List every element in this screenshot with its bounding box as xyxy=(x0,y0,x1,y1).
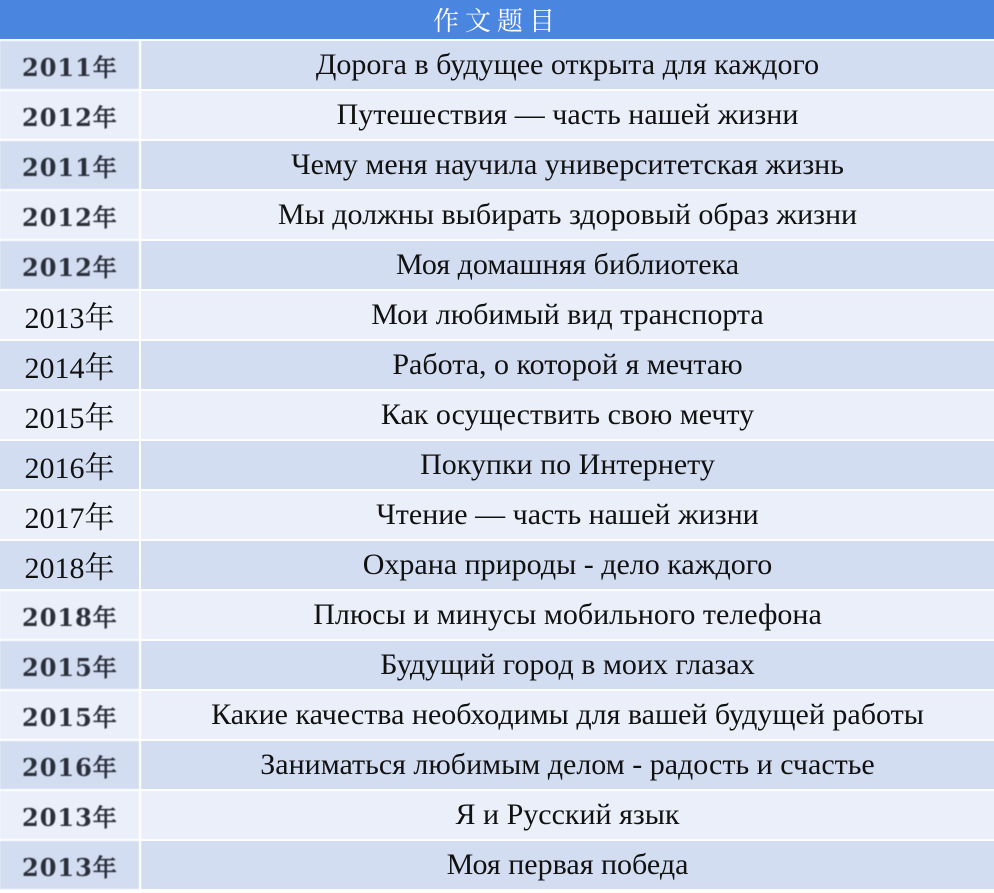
year-cell: 2013年 xyxy=(0,791,141,839)
table-row xyxy=(0,291,994,341)
year-cell: 2012年 xyxy=(0,91,141,139)
year-cell: 2013年 xyxy=(0,291,141,339)
table-row xyxy=(0,591,994,641)
topic-cell: Моя первая победа xyxy=(141,841,994,889)
table-row xyxy=(0,641,994,691)
topic-cell: Как осуществить свою мечту xyxy=(141,391,994,439)
table-row xyxy=(0,491,994,541)
table-row xyxy=(0,191,994,241)
topic-cell: Чему меня научила университетская жизнь xyxy=(141,141,994,189)
year-cell: 2012年 xyxy=(0,241,141,289)
topic-cell: Плюсы и минусы мобильного телефона xyxy=(141,591,994,639)
table-body xyxy=(0,41,994,891)
table-header-title: 作文题目 xyxy=(432,7,561,37)
table-row xyxy=(0,391,994,441)
table-row xyxy=(0,691,994,741)
table-row xyxy=(0,541,994,591)
topic-cell: Какие качества необходимы для вашей будущей работы xyxy=(141,691,994,739)
table-row xyxy=(0,341,994,391)
topic-cell: Покупки по Интернету xyxy=(141,441,994,489)
year-cell: 2015年 xyxy=(0,691,141,739)
year-cell: 2016年 xyxy=(0,441,141,489)
year-cell: 2013年 xyxy=(0,841,141,889)
topic-cell: Будущий город в моих глазах xyxy=(141,641,994,689)
topic-cell: Чтение — часть нашей жизни xyxy=(141,491,994,539)
year-cell: 2017年 xyxy=(0,491,141,539)
topic-cell: Работа, о которой я мечтаю xyxy=(141,341,994,389)
topic-cell: Я и Русский язык xyxy=(141,791,994,839)
table-row xyxy=(0,741,994,791)
year-cell: 2018年 xyxy=(0,541,141,589)
year-cell: 2018年 xyxy=(0,591,141,639)
year-cell: 2016年 xyxy=(0,741,141,789)
topic-cell: Мы должны выбирать здоровый образ жизни xyxy=(141,191,994,239)
topic-cell: Дорога в будущее открыта для каждого xyxy=(141,41,994,89)
table-header xyxy=(0,0,994,41)
year-cell: 2014年 xyxy=(0,341,141,389)
year-cell: 2011年 xyxy=(0,41,141,89)
topic-cell: Мои любимый вид транспорта xyxy=(141,291,994,339)
topic-cell: Охрана природы - дело каждого xyxy=(141,541,994,589)
table-row xyxy=(0,841,994,891)
table-row xyxy=(0,441,994,491)
year-cell: 2011年 xyxy=(0,141,141,189)
topic-cell: Моя домашняя библиотека xyxy=(141,241,994,289)
table-row xyxy=(0,41,994,91)
topic-cell: Путешествия — часть нашей жизни xyxy=(141,91,994,139)
year-cell: 2015年 xyxy=(0,641,141,689)
table-row xyxy=(0,141,994,191)
topic-cell: Заниматься любимым делом - радость и счастье xyxy=(141,741,994,789)
table-row xyxy=(0,91,994,141)
year-cell: 2015年 xyxy=(0,391,141,439)
year-cell: 2012年 xyxy=(0,191,141,239)
table-row xyxy=(0,241,994,291)
table-row xyxy=(0,791,994,841)
